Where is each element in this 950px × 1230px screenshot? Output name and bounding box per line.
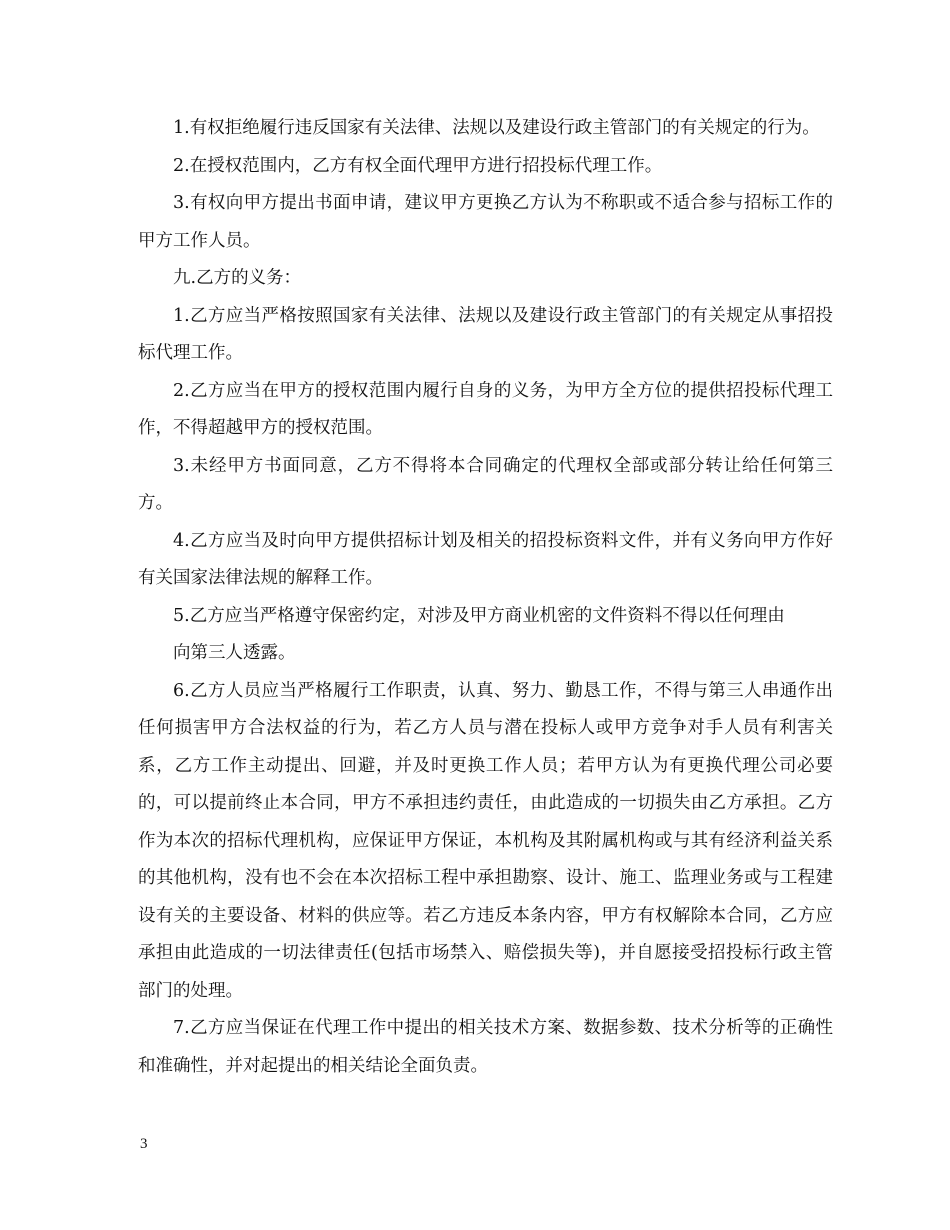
paragraph-obligation-7: 7.乙方应当保证在代理工作中提出的相关技术方案、数据参数、技术分析等的正确性和准确性，并对起提出的相关结论全面负责。 xyxy=(138,1018,833,1076)
paragraph-obligation-5-continued: 向第三人透露。 xyxy=(173,643,296,663)
paragraph-right-2: 2.在授权范围内，乙方有权全面代理甲方进行招投标代理工作。 xyxy=(173,155,663,176)
paragraph-obligation-4: 4.乙方应当及时向甲方提供招标计划及相关的招投标资料文件，并有义务向甲方作好有关国家法律法规的解释工作。 xyxy=(138,530,833,588)
paragraph-obligation-6: 6.乙方人员应当严格履行工作职责，认真、努力、勤恳工作，不得与第三人串通作出任何损害甲方合法权益的行为，若乙方人员与潜在投标人或甲方竞争对手人员有利害关系，乙方工作主动提出、回避，并及时更换工作人员；若甲方认为有更换代理公司必要的，可以提前终止本合同，甲方不承担违约责任，由此造成的一切损失由乙方承担。乙方作为本次的招标代理机构，应保证甲方保证，本机构及其附属机构或与其有经济利益关系的其他机构，没有也不会在本次招标工程中承担勘察、设计、施工、监理业务或与工程建设有关的主要设备、材料的供应等。若乙方违反本条内容，甲方有权解除本合同，乙方应承担由此造成的一切法律责任(包括市场禁入、赔偿损失等)，并自愿接受招投标行政主管部门的处理。 xyxy=(138,680,833,1001)
paragraph-obligation-1: 1.乙方应当严格按照国家有关法律、法规以及建设行政主管部门的有关规定从事招投标代理工作。 xyxy=(138,305,833,363)
paragraph-right-3: 3.有权向甲方提出书面申请，建议甲方更换乙方认为不称职或不适合参与招标工作的甲方工作人员。 xyxy=(138,193,833,251)
section-heading-obligations: 九.乙方的义务： xyxy=(173,268,302,288)
document-body xyxy=(138,110,833,1085)
paragraph-obligation-5: 5.乙方应当严格遵守保密约定，对涉及甲方商业机密的文件资料不得以任何理由 xyxy=(173,605,785,626)
paragraph-right-1: 1.有权拒绝履行违反国家有关法律、法规以及建设行政主管部门的有关规定的行为。 xyxy=(173,118,820,138)
paragraph-obligation-2: 2.乙方应当在甲方的授权范围内履行自身的义务，为甲方全方位的提供招投标代理工作，不得超越甲方的授权范围。 xyxy=(138,380,833,438)
paragraph-obligation-3: 3.未经甲方书面同意，乙方不得将本合同确定的代理权全部或部分转让给任何第三方。 xyxy=(138,455,833,513)
page-number: 3 xyxy=(140,1136,148,1152)
